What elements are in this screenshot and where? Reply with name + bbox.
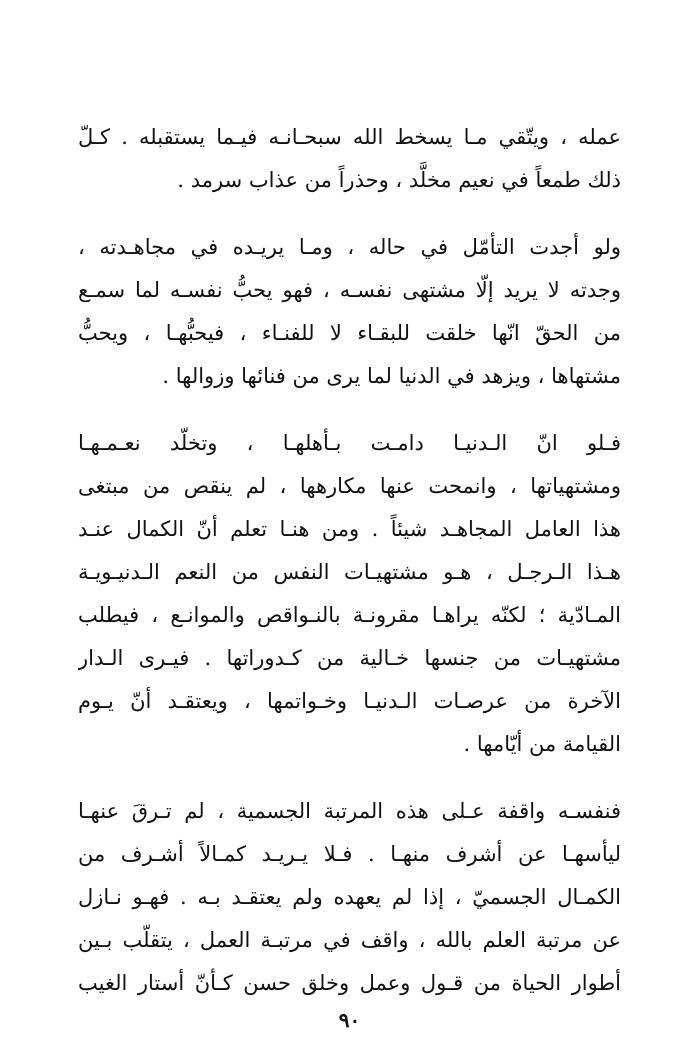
text-line: عمله ، ويتّقي مـا يسخط الله سبحـانـه فيـما يستقبله . كـلّ: [78, 125, 621, 149]
text-line: من الحقّ انّها خلقت للبقـاء لا للفنـاء ، فيحبُّهـا ، ويحبُّ: [78, 321, 621, 345]
text-line: فنفسـه واقفة عـلى هذه المرتبة الجسمية ، لم تـرقَ عنهـا: [78, 799, 621, 823]
text-line: ليأسهـا عن أشرف منهـا . فـلا يـريـد كمـالاً أشـرف من: [78, 842, 621, 866]
text-line: مشتهاها ، ويزهد في الدنيا لما يرى من فنائها وزوالها .: [162, 364, 621, 388]
text-line: عن مرتبة العلم بالله ، واقف في مرتبـة العمل ، يتقلّب بـين: [78, 928, 621, 952]
text-line: ذلك طمعاً في نعيم مخلَّد ، وحذراً من عذاب سرمد .: [177, 168, 621, 192]
paragraph-spacer: [78, 202, 621, 226]
paragraph-1: [78, 116, 621, 202]
page-number: ٩٠: [338, 1008, 361, 1032]
text-line: أطوار الحياة من قـول وعمل وخلق حسن كـأنّ أستار الغيب: [78, 971, 621, 995]
text-line: الكمـال الجسميّ ، إذا لم يعهده ولم يعتقـد بـه . فهـو نـازل: [78, 885, 621, 909]
paragraph-2: [78, 226, 621, 398]
paragraph-4: [78, 790, 621, 1005]
text-line: مشتهيـات من جنسها خـالية من كـدوراتها . فيـرى الـدار: [78, 646, 621, 670]
text-line: القيامة من أيّامها .: [463, 732, 621, 756]
text-line: المـادّية ؛ لكنّه يراهـا مقرونـة بالنـواقص والموانـع ، فيطلب: [78, 603, 621, 627]
paragraph-spacer: [78, 766, 621, 790]
text-line: ولو أجدت التأمّل في حاله ، ومـا يريـده في مجاهـدته ،: [78, 235, 621, 259]
paragraph-3: [78, 422, 621, 766]
paragraph-spacer: [78, 398, 621, 422]
text-line: فـلو انّ الـدنيـا دامـت بـأهلهـا ، وتخلّد نعـمـهـا: [78, 431, 621, 455]
body-text: [78, 116, 621, 1005]
text-line: وجدته لا يريد إلّا مشتهى نفسـه ، فهو يحبُّ نفسـه لما سمـع: [78, 278, 621, 302]
text-line: ومشتهياتها ، وانمحت عنها مكارهها ، لم ينقص من مبتغى: [78, 474, 621, 498]
text-line: هذا العامل المجاهـد شيئاً . ومن هنـا تعلم أنّ الكمال عنـد: [78, 517, 621, 541]
text-line: هـذا الـرجـل ، هـو مشتهيـات النفس من النعم الـدنيـويـة: [78, 560, 621, 584]
text-line: الآخرة من عرصـات الـدنيـا وخـواتمها ، ويعتقـد أنّ يـوم: [78, 689, 621, 713]
